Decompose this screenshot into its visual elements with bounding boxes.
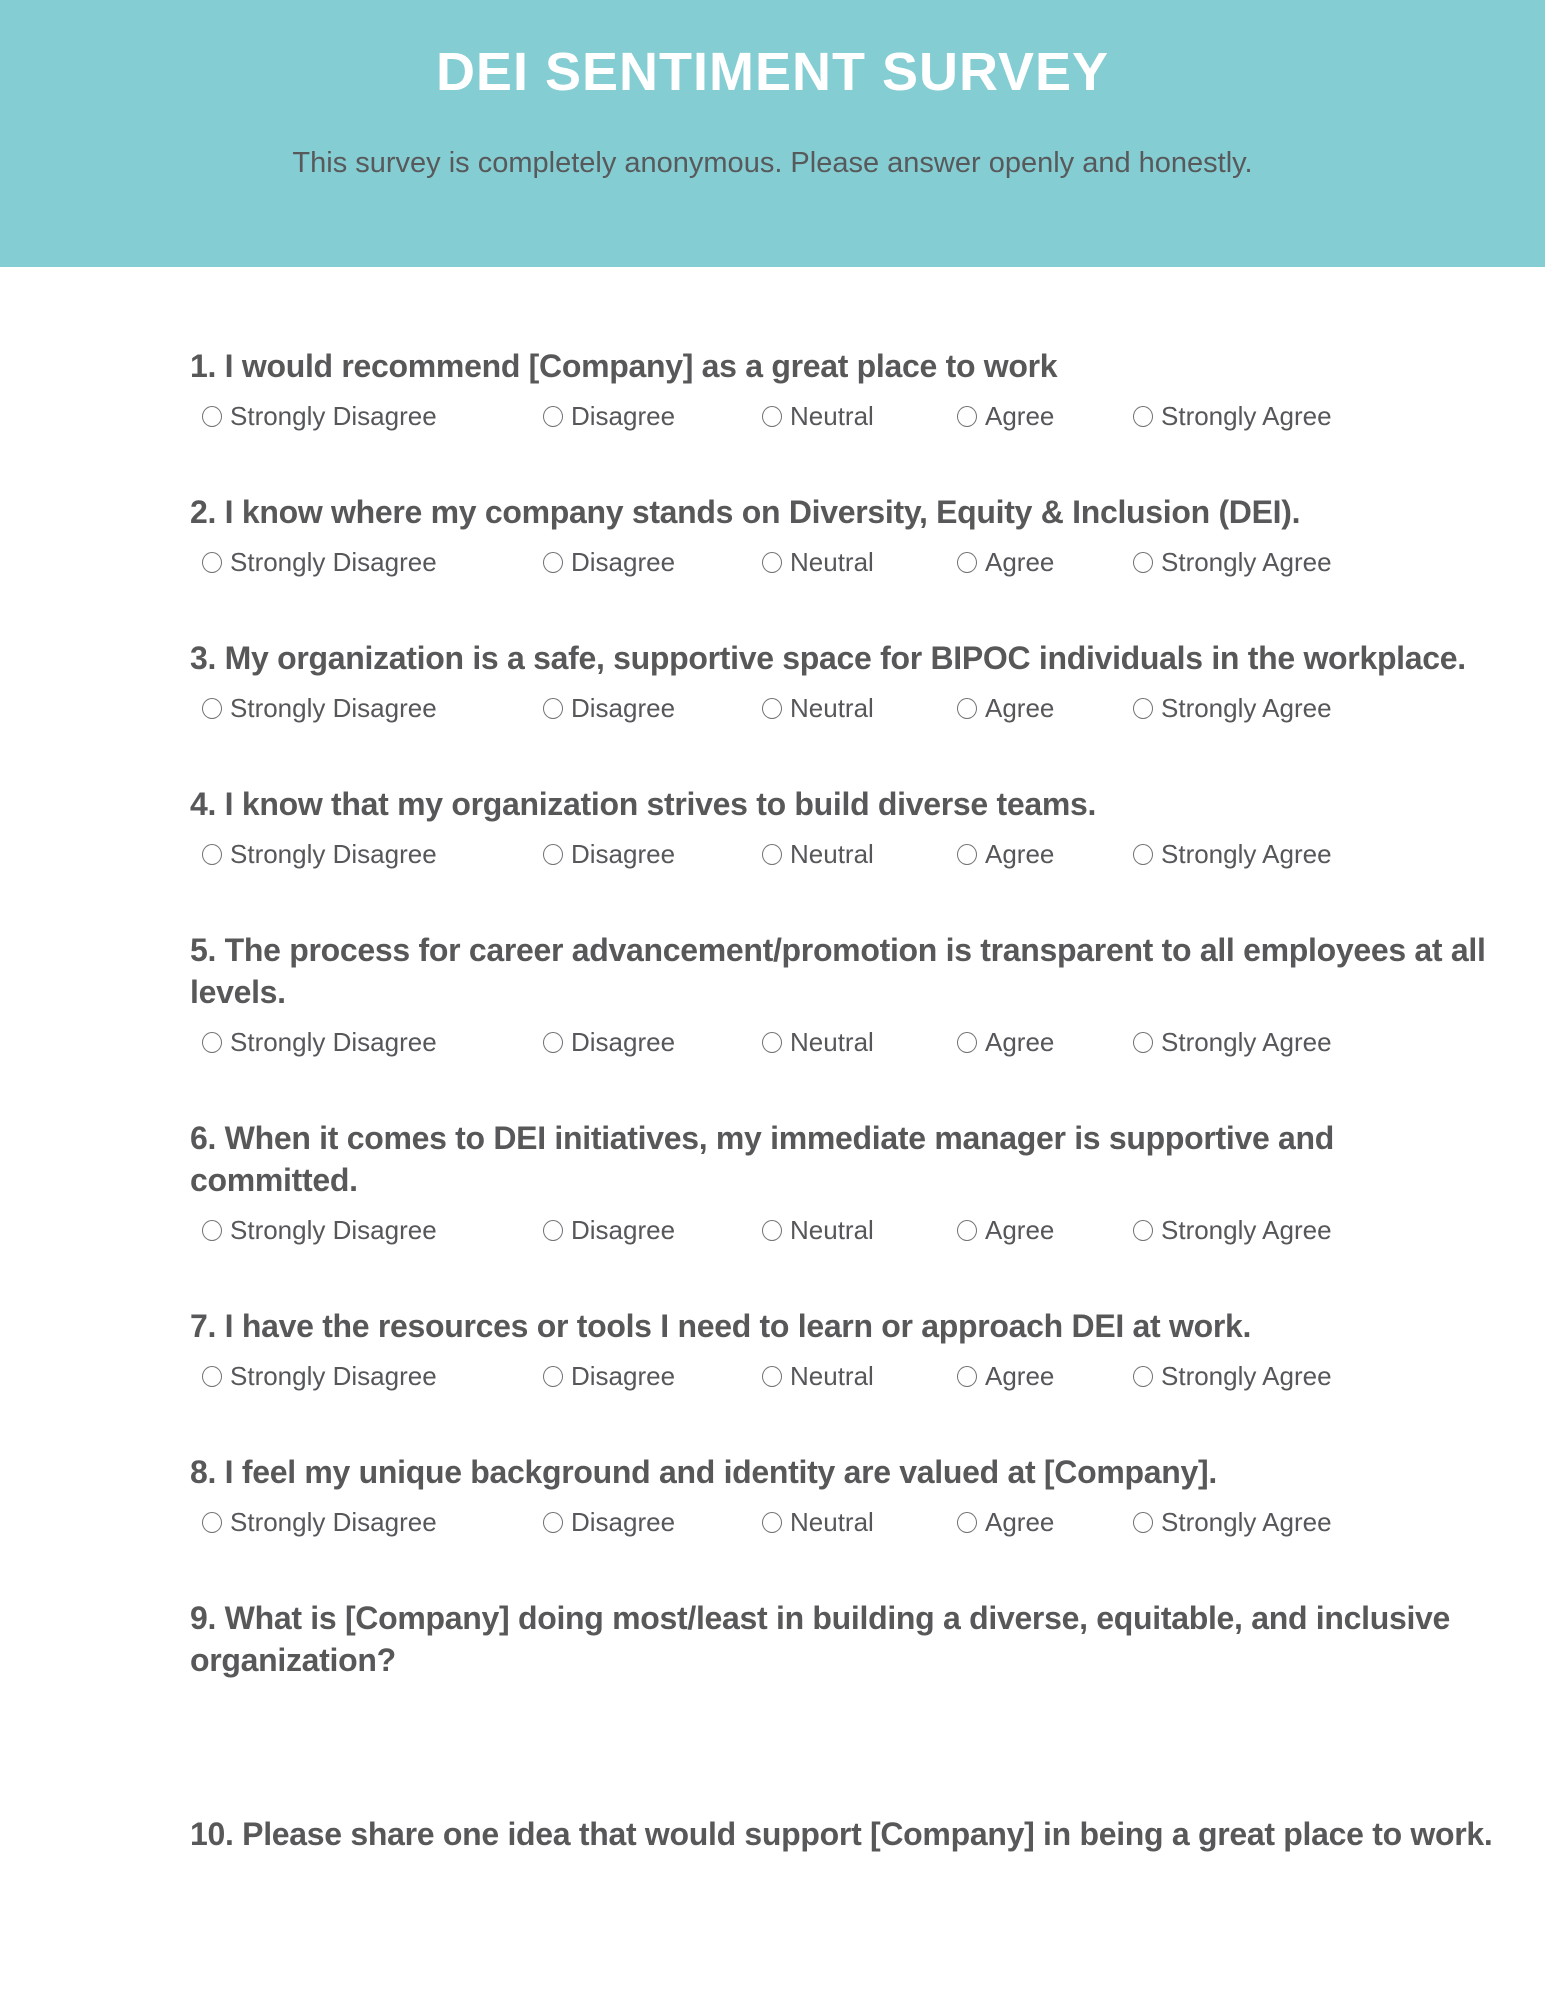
question-2-likert-options <box>190 547 1505 577</box>
option-label: Disagree <box>571 1361 676 1391</box>
question-3 <box>190 637 1505 723</box>
q5-option-agree[interactable] <box>957 1027 1054 1057</box>
q1-option-agree[interactable] <box>957 401 1054 431</box>
q6-option-disagree[interactable] <box>543 1215 675 1245</box>
radio-button-icon[interactable] <box>543 1220 563 1241</box>
q2-option-disagree[interactable] <box>543 547 675 577</box>
q2-option-strongly-disagree[interactable] <box>202 547 437 577</box>
radio-button-icon[interactable] <box>1133 1366 1153 1387</box>
option-label: Strongly Agree <box>1161 839 1332 869</box>
question-5 <box>190 929 1505 1057</box>
radio-button-icon[interactable] <box>1133 1220 1153 1241</box>
option-label: Agree <box>985 547 1055 577</box>
q1-option-strongly-disagree[interactable] <box>202 401 437 431</box>
question-10-text: 10. Please share one idea that would support [Company] in being a great place to work. <box>190 1816 1493 1852</box>
radio-button-icon[interactable] <box>543 1032 563 1053</box>
q6-option-strongly-agree[interactable] <box>1133 1215 1332 1245</box>
question-2-text: 2. I know where my company stands on Diversity, Equity & Inclusion (DEI). <box>190 494 1301 530</box>
question-4 <box>190 783 1505 869</box>
option-label: Strongly Agree <box>1161 693 1332 723</box>
option-label: Disagree <box>571 839 676 869</box>
option-label: Agree <box>985 401 1055 431</box>
option-label: Neutral <box>790 693 874 723</box>
q3-option-agree[interactable] <box>957 693 1054 723</box>
survey-header <box>0 0 1545 267</box>
radio-button-icon[interactable] <box>543 552 563 573</box>
q5-option-disagree[interactable] <box>543 1027 675 1057</box>
question-8 <box>190 1451 1505 1537</box>
option-label: Neutral <box>790 1507 874 1537</box>
radio-button-icon[interactable] <box>202 1032 222 1053</box>
q4-option-disagree[interactable] <box>543 839 675 869</box>
q3-option-strongly-disagree[interactable] <box>202 693 437 723</box>
option-label: Strongly Agree <box>1161 1361 1332 1391</box>
radio-button-icon[interactable] <box>957 1366 977 1387</box>
option-label: Strongly Agree <box>1161 1215 1332 1245</box>
question-3-likert-options <box>190 693 1505 723</box>
q5-option-strongly-agree[interactable] <box>1133 1027 1332 1057</box>
radio-button-icon[interactable] <box>762 1032 782 1053</box>
q7-option-strongly-agree[interactable] <box>1133 1361 1332 1391</box>
question-4-text: 4. I know that my organization strives to build diverse teams. <box>190 786 1097 822</box>
survey-body <box>0 267 1545 1855</box>
option-label: Strongly Disagree <box>230 401 437 431</box>
radio-button-icon[interactable] <box>1133 1512 1153 1533</box>
q2-option-agree[interactable] <box>957 547 1054 577</box>
option-label: Strongly Agree <box>1161 401 1332 431</box>
question-9 <box>190 1597 1505 1681</box>
q4-option-strongly-disagree[interactable] <box>202 839 437 869</box>
question-10 <box>190 1813 1505 1855</box>
q4-option-agree[interactable] <box>957 839 1054 869</box>
page-title: DEI SENTIMENT SURVEY <box>435 42 1110 102</box>
option-label: Agree <box>985 1215 1055 1245</box>
option-label: Neutral <box>790 1027 874 1057</box>
radio-button-icon[interactable] <box>543 1512 563 1533</box>
question-3-text: 3. My organization is a safe, supportive space for BIPOC individuals in the workplace. <box>190 640 1466 676</box>
option-label: Neutral <box>790 547 874 577</box>
q3-option-neutral[interactable] <box>762 693 874 723</box>
option-label: Strongly Disagree <box>230 547 437 577</box>
survey-subtitle: This survey is completely anonymous. Please answer openly and honestly. <box>292 147 1253 179</box>
radio-button-icon[interactable] <box>957 698 977 719</box>
radio-button-icon[interactable] <box>957 844 977 865</box>
option-label: Agree <box>985 1027 1055 1057</box>
question-1-likert-options <box>190 401 1505 431</box>
radio-button-icon[interactable] <box>202 1220 222 1241</box>
q1-option-strongly-agree[interactable] <box>1133 401 1332 431</box>
option-label: Strongly Disagree <box>230 839 437 869</box>
question-4-likert-options <box>190 839 1505 869</box>
radio-button-icon[interactable] <box>1133 698 1153 719</box>
q8-option-neutral[interactable] <box>762 1507 874 1537</box>
radio-button-icon[interactable] <box>762 1220 782 1241</box>
q8-option-strongly-disagree[interactable] <box>202 1507 437 1537</box>
option-label: Strongly Disagree <box>230 693 437 723</box>
radio-button-icon[interactable] <box>1133 406 1153 427</box>
radio-button-icon[interactable] <box>762 406 782 427</box>
q6-option-neutral[interactable] <box>762 1215 874 1245</box>
question-6-likert-options <box>190 1215 1505 1245</box>
radio-button-icon[interactable] <box>957 1220 977 1241</box>
q1-option-disagree[interactable] <box>543 401 675 431</box>
q8-option-strongly-agree[interactable] <box>1133 1507 1332 1537</box>
option-label: Strongly Disagree <box>230 1361 437 1391</box>
q7-option-neutral[interactable] <box>762 1361 874 1391</box>
radio-button-icon[interactable] <box>957 1032 977 1053</box>
question-7-text: 7. I have the resources or tools I need to learn or approach DEI at work. <box>190 1308 1252 1344</box>
question-9-text: 9. What is [Company] doing most/least in building a diverse, equitable, and inclusive organization? <box>190 1600 1451 1678</box>
question-6-text: 6. When it comes to DEI initiatives, my immediate manager is supportive and committed. <box>190 1120 1335 1198</box>
radio-button-icon[interactable] <box>957 406 977 427</box>
radio-button-icon[interactable] <box>762 552 782 573</box>
radio-button-icon[interactable] <box>543 406 563 427</box>
question-7-likert-options <box>190 1361 1505 1391</box>
option-label: Disagree <box>571 693 676 723</box>
q1-option-neutral[interactable] <box>762 401 874 431</box>
question-5-likert-options <box>190 1027 1505 1057</box>
option-label: Disagree <box>571 547 676 577</box>
radio-button-icon[interactable] <box>543 698 563 719</box>
q5-option-strongly-disagree[interactable] <box>202 1027 437 1057</box>
option-label: Strongly Agree <box>1161 547 1332 577</box>
radio-button-icon[interactable] <box>202 1366 222 1387</box>
radio-button-icon[interactable] <box>762 844 782 865</box>
option-label: Neutral <box>790 1361 874 1391</box>
question-8-likert-options <box>190 1507 1505 1537</box>
radio-button-icon[interactable] <box>957 552 977 573</box>
option-label: Disagree <box>571 1507 676 1537</box>
radio-button-icon[interactable] <box>762 1512 782 1533</box>
q4-option-neutral[interactable] <box>762 839 874 869</box>
radio-button-icon[interactable] <box>1133 1032 1153 1053</box>
radio-button-icon[interactable] <box>762 1366 782 1387</box>
q7-option-strongly-disagree[interactable] <box>202 1361 437 1391</box>
option-label: Agree <box>985 1361 1055 1391</box>
radio-button-icon[interactable] <box>1133 552 1153 573</box>
option-label: Neutral <box>790 401 874 431</box>
option-label: Agree <box>985 693 1055 723</box>
option-label: Strongly Agree <box>1161 1027 1332 1057</box>
q6-option-agree[interactable] <box>957 1215 1054 1245</box>
option-label: Disagree <box>571 1215 676 1245</box>
radio-button-icon[interactable] <box>202 1512 222 1533</box>
q4-option-strongly-agree[interactable] <box>1133 839 1332 869</box>
option-label: Strongly Disagree <box>230 1507 437 1537</box>
q2-option-neutral[interactable] <box>762 547 874 577</box>
q8-option-agree[interactable] <box>957 1507 1054 1537</box>
q2-option-strongly-agree[interactable] <box>1133 547 1332 577</box>
q5-option-neutral[interactable] <box>762 1027 874 1057</box>
q3-option-strongly-agree[interactable] <box>1133 693 1332 723</box>
option-label: Disagree <box>571 1027 676 1057</box>
option-label: Strongly Disagree <box>230 1215 437 1245</box>
question-1-text: 1. I would recommend [Company] as a great place to work <box>190 348 1058 384</box>
question-5-text: 5. The process for career advancement/promotion is transparent to all employees at all levels. <box>190 932 1486 1010</box>
q6-option-strongly-disagree[interactable] <box>202 1215 437 1245</box>
radio-button-icon[interactable] <box>957 1512 977 1533</box>
radio-button-icon[interactable] <box>202 698 222 719</box>
option-label: Disagree <box>571 401 676 431</box>
radio-button-icon[interactable] <box>1133 844 1153 865</box>
option-label: Neutral <box>790 839 874 869</box>
q7-option-agree[interactable] <box>957 1361 1054 1391</box>
radio-button-icon[interactable] <box>543 1366 563 1387</box>
radio-button-icon[interactable] <box>202 406 222 427</box>
radio-button-icon[interactable] <box>202 552 222 573</box>
option-label: Strongly Agree <box>1161 1507 1332 1537</box>
option-label: Strongly Disagree <box>230 1027 437 1057</box>
radio-button-icon[interactable] <box>202 844 222 865</box>
question-7 <box>190 1305 1505 1391</box>
option-label: Neutral <box>790 1215 874 1245</box>
question-6 <box>190 1117 1505 1245</box>
q8-option-disagree[interactable] <box>543 1507 675 1537</box>
question-1 <box>190 345 1505 431</box>
radio-button-icon[interactable] <box>762 698 782 719</box>
q7-option-disagree[interactable] <box>543 1361 675 1391</box>
option-label: Agree <box>985 839 1055 869</box>
option-label: Agree <box>985 1507 1055 1537</box>
question-8-text: 8. I feel my unique background and identity are valued at [Company]. <box>190 1454 1217 1490</box>
q3-option-disagree[interactable] <box>543 693 675 723</box>
radio-button-icon[interactable] <box>543 844 563 865</box>
question-2 <box>190 491 1505 577</box>
